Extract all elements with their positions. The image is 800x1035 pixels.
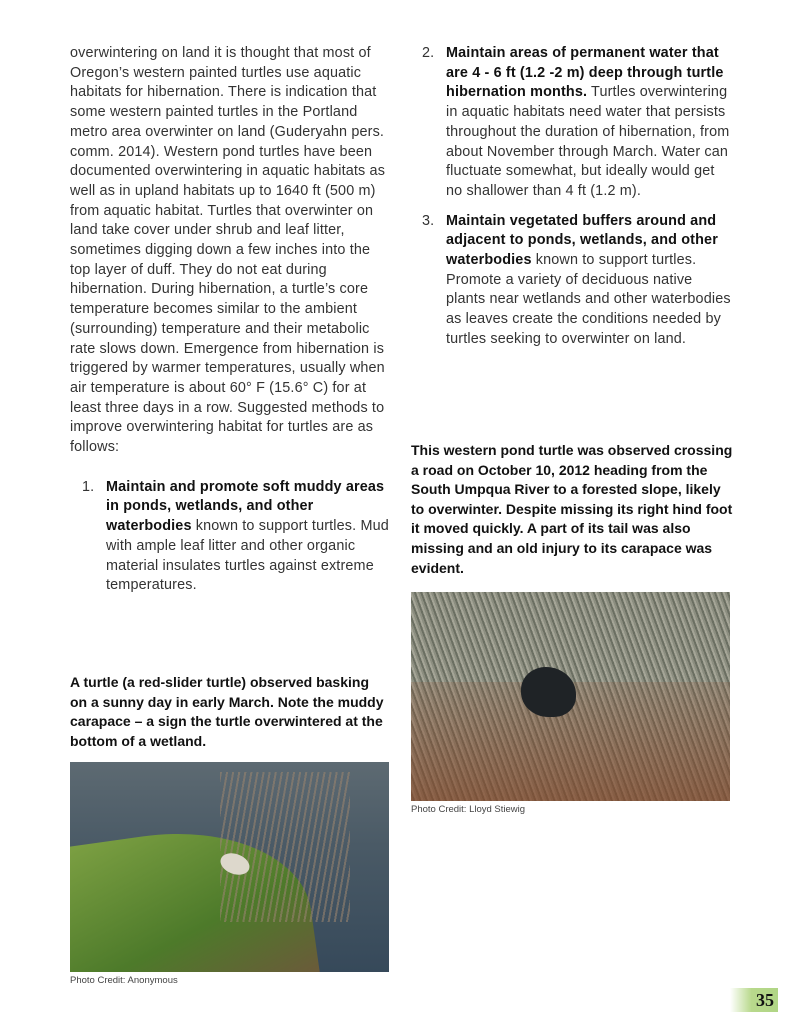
method-list-part2 (410, 44, 732, 350)
photo-credit: Photo Credit: Anonymous (70, 975, 178, 986)
list-item (410, 212, 732, 350)
list-item (410, 44, 732, 202)
list-item-text: known to support turtles. Mud with ample leaf litter and other organic material insulates turtles against extreme temperatures. (106, 518, 389, 594)
list-number: 1. (82, 478, 95, 495)
figure-caption: This western pond turtle was observed crossing a road on October 10, 2012 heading from the South Umpqua River to a forested slope, likely to overwinter. Despite missing its right hind foot it moved quickly. A part of its tail was also missing and an old injury to its carapace was evident. (411, 442, 733, 576)
list-item (70, 478, 392, 596)
right-column (410, 44, 732, 350)
list-item-heading: Maintain vegetated buffers around and adjacent to ponds, wetlands, and other waterbodies (446, 212, 718, 269)
photo-credit: Photo Credit: Lloyd Stiewig (411, 804, 526, 815)
page-number: 35 (730, 988, 778, 1012)
list-item-heading: Maintain areas of permanent water that are 4 - 6 ft (1.2 -2 m) deep through turtle hibernation months. (446, 45, 724, 101)
method-list-part1 (70, 478, 392, 596)
turtle (521, 667, 576, 717)
dry-reeds (220, 772, 350, 922)
list-item-text: known to support turtles. Promote a variety of deciduous native plants near wetlands and other waterbodies as leaves create the conditions needed by turtles seeking to overwinter on land. (446, 252, 731, 347)
body-paragraph: overwintering on land it is thought that most of Oregon’s western painted turtles use aquatic habitats for hibernation. There is indication that some western painted turtles in the Portland metro area overwinter on land (Guderyahn pers. comm. 2014). Western pond turtles have been documented overwintering in aquatic habitats as well as in upland habitats up to 1640 ft (500 m) from aquatic habitat. Turtles that overwinter on land take cover under shrub and leaf litter, sometimes digging down a few inches into the top layer of duff. They do not eat during hibernation. During hibernation, a turtle’s core temperature becomes similar to the ambient (surrounding) temperature and their metabolic rate slows down. Emergence from hibernation is triggered by warmer temperatures, usually when air temperature is about 60° F (15.6° C) for at least three days in a row. Suggested methods to improve overwintering habitat for turtles are as follows: (70, 45, 386, 456)
photo-road-turtle (411, 592, 730, 801)
figure-caption: A turtle (a red-slider turtle) observed basking on a sunny day in early March. Note the muddy carapace – a sign the turtle overwintered at the bottom of a wetland. (70, 674, 384, 749)
list-number: 3. (422, 212, 435, 229)
photo-basking-turtle (70, 762, 389, 972)
left-column (70, 44, 392, 596)
list-item-heading: Maintain and promote soft muddy areas in ponds, wetlands, and other waterbodies (106, 478, 385, 535)
list-number: 2. (422, 45, 435, 61)
list-item-text: Turtles overwintering in aquatic habitats need water that persists throughout the duration of hibernation, from about November through March. Water can fluctuate somewhat, but ideally would get no shallower than 4 ft (1.2 m). (446, 84, 730, 199)
